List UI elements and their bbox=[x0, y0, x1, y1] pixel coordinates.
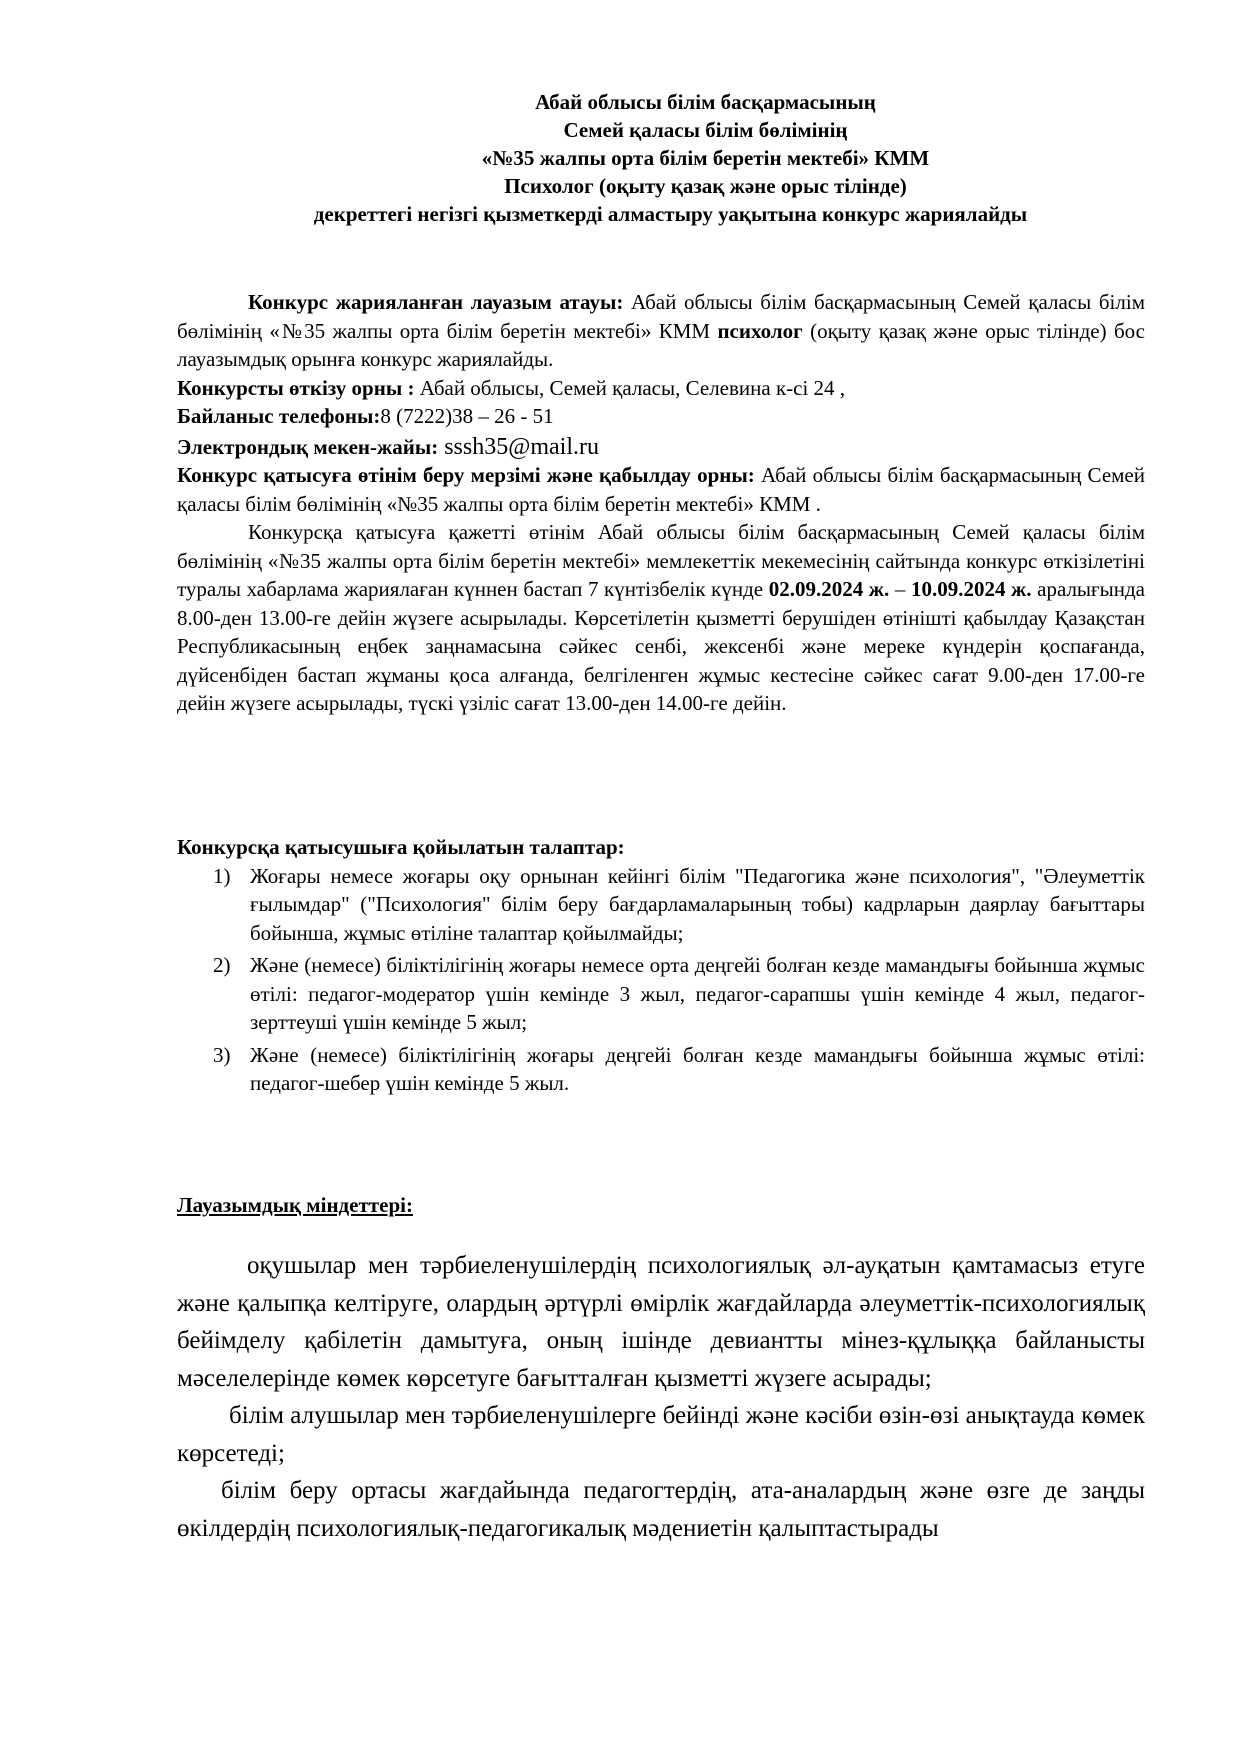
date-from: 02.09.2024 ж. bbox=[768, 577, 890, 601]
application-text-b: аралығында 8.00-ден 13.00-ге дейін жүзеге асырылады. Көрсетілетін қызметті берушіден өтінішті қабылдау Қазақстан Республикасының еңбек заңнамасына сәйкес сенбі, жексенбі және мереке күндерін қоспағанда, дүйсенбіден бастап жұманы қоса алғанда, белгіленген жұмыс кестесіне сәйкес сағат 9.00-ден 17.00-ге дейін жүзеге асырылады, түскі үзіліс сағат 13.00-ден 14.00-ге дейін. bbox=[177, 577, 1146, 715]
requirement-text: Және (немесе) біліктілігінің жоғары немесе орта деңгейі болған кезде мамандығы бойынша жұмыс өтілі: педагог-модератор үшін кемінде 3 жыл, педагог-сарапшы үшін кемінде 4 жыл, педагог-зерттеуші үшін кемінде 5 жыл; bbox=[250, 953, 1145, 1034]
requirements-list bbox=[177, 862, 1145, 1098]
position-paragraph bbox=[177, 288, 1145, 374]
phone-label: Байланыс телефоны: bbox=[177, 404, 381, 428]
duties-title: Лауазымдық міндеттері: bbox=[177, 1193, 413, 1217]
phone-value: 8 (7222)38 – 26 - 51 bbox=[380, 404, 554, 428]
duty-paragraph-1: оқушылар мен тәрбиеленушілердің психологиялық әл-ауқатын қамтамасыз етуге және қалыпқа келтіруге, олардың әртүрлі өмірлік жағдайларда әлеуметтік-психологиялық бейімделу қабілетін дамытуға, оның ішінде девиантты мінез-құлыққа байланысты мәселелерінде көмек көрсетуге бағытталған қызметті жүзеге асырады; bbox=[177, 1252, 1145, 1392]
duties-section bbox=[177, 1247, 1145, 1547]
requirement-item bbox=[177, 951, 1145, 1037]
phone-line bbox=[177, 402, 1145, 431]
requirement-number: 1) bbox=[213, 863, 231, 888]
requirements-title: Конкурсқа қатысушыға қойылатын талаптар: bbox=[177, 835, 625, 859]
duty-paragraph-3: білім беру ортасы жағдайында педагогтердің, ата-аналардың және өзге де заңды өкілдердің психологиялық-педагогикалық мәдениетін қалыптастырады bbox=[177, 1477, 1145, 1542]
position-label: Конкурс жарияланған лауазым атауы: bbox=[248, 290, 624, 314]
requirement-number: 2) bbox=[213, 953, 231, 977]
requirement-number: 3) bbox=[213, 1042, 231, 1067]
requirement-item bbox=[177, 1041, 1145, 1098]
requirement-item bbox=[177, 862, 1145, 948]
venue-line bbox=[177, 374, 1145, 403]
venue-value: Абай облысы, Семей қаласы, Селевина к-сі 24 , bbox=[414, 375, 846, 400]
deadline-value: Абай облысы білім басқармасының Семей қаласы білім бөлімінің «№35 жалпы орта білім беретін мектебі» КММ . bbox=[177, 463, 1145, 516]
email-value[interactable]: sssh35@mail.ru bbox=[438, 433, 599, 460]
announcement-header bbox=[0, 88, 1241, 228]
deadline-paragraph bbox=[177, 461, 1145, 518]
duties-title-block bbox=[177, 1191, 1145, 1220]
application-paragraph bbox=[177, 518, 1145, 718]
requirements-section bbox=[177, 833, 1145, 1102]
email-line bbox=[177, 433, 1145, 462]
header-line-1: Абай облысы білім басқармасының bbox=[535, 90, 876, 114]
application-text-a: Конкурсқа қатысуға қажетті өтінім Абай облысы білім басқармасының Семей қаласы білім бөлімінің «№35 жалпы орта білім беретін мектебі» мемлекеттік мекемесінің сайтында конкурс өткізілетіні туралы хабарлама жариялаған күннен бастап 7 күнтізбелік күнде bbox=[177, 520, 1145, 601]
header-line-4: Психолог (оқыту қазақ және орыс тілінде) bbox=[504, 174, 907, 198]
email-label: Электрондық мекен-жайы: bbox=[177, 434, 439, 459]
position-role: психолог bbox=[717, 318, 803, 343]
header-line-2: Семей қаласы білім бөлімінің bbox=[563, 118, 848, 142]
header-line-3: «№35 жалпы орта білім беретін мектебі» КММ bbox=[481, 146, 930, 170]
header-line-5: декреттегі негізгі қызметкерді алмастыру уақытына конкурс жариялайды bbox=[313, 202, 1028, 226]
position-text-a: Абай облысы білім басқармасының Семей қаласы білім бөлімінің «№35 жалпы орта білім беретін мектебі» КММ bbox=[177, 290, 1145, 343]
duty-paragraph-2: білім алушылар мен тәрбиеленушілерге бейінді және кәсіби өзін-өзі анықтауда көмек көрсетеді; bbox=[177, 1402, 1145, 1467]
date-dash: – bbox=[889, 577, 911, 601]
requirement-text: Жоғары немесе жоғары оқу орнынан кейінгі білім "Педагогика және психология", "Әлеуметтік ғылымдар" ("Психология" білім беру бағдарламаларының тобы) кадрларын даярлау бағыттары бойынша, жұмыс өтіліне талаптар қойылмайды; bbox=[250, 863, 1145, 945]
deadline-label: Конкурс қатысуға өтінім беру мерзімі және қабылдау орны: bbox=[177, 463, 755, 487]
venue-label: Конкурсты өткізу орны : bbox=[177, 375, 415, 400]
date-to: 10.09.2024 ж. bbox=[910, 577, 1032, 601]
position-text-b: (оқыту қазақ және орыс тілінде) бос лауазымдық орынға конкурс жариялайды. bbox=[177, 318, 1145, 371]
announcement-details bbox=[177, 288, 1145, 718]
requirement-text: Және (немесе) біліктілігінің жоғары деңгейі болған кезде мамандығы бойынша жұмыс өтілі: педагог-шебер үшін кемінде 5 жыл. bbox=[250, 1042, 1145, 1095]
